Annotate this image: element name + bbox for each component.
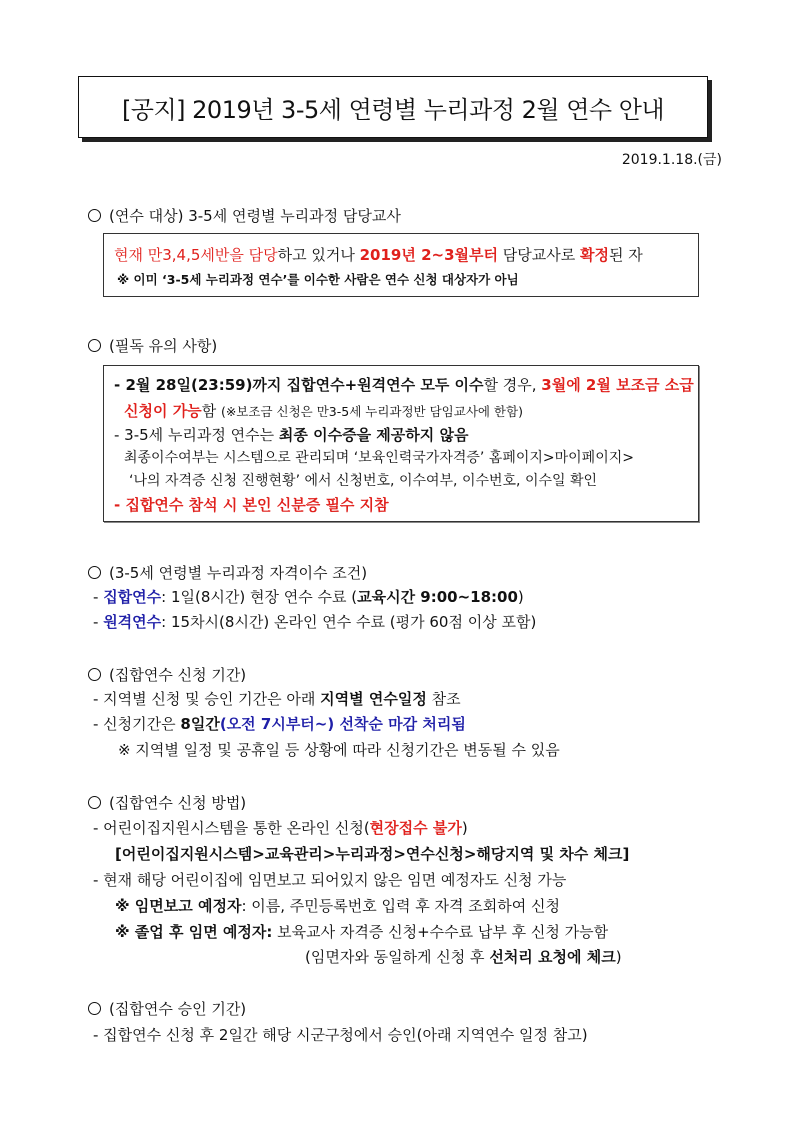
method-line-3: - 현재 해당 어린이집에 임면보고 되어있지 않은 임면 예정자도 신청 가능: [93, 871, 567, 889]
method-line-5: ※ 졸업 후 임면 예정자: 보육교사 자격증 신청+수수료 납부 후 신청 가능함: [115, 923, 609, 941]
section-target-head: (연수 대상) 3-5세 연령별 누리과정 담당교사: [88, 205, 401, 226]
section-period-head: (집합연수 신청 기간): [88, 664, 246, 685]
period-line-2: - 신청기간은 8일간(오전 7시부터~) 선착순 마감 처리됨: [93, 715, 466, 733]
notice-line-5: ‘나의 자격증 신청 진행현황’ 에서 신청번호, 이수여부, 이수번호, 이수일 확인: [129, 473, 598, 489]
section-condition-head: (3-5세 연령별 누리과정 자격이수 조건): [88, 562, 367, 583]
circle-bullet-icon: [88, 668, 101, 681]
method-line-6: (임면자와 동일하게 신청 후 선처리 요청에 체크): [305, 948, 622, 966]
circle-bullet-icon: [88, 209, 101, 222]
section-method-head: (집합연수 신청 방법): [88, 792, 246, 813]
notice-line-2: 신청이 가능함 (※보조금 신청은 만3-5세 누리과정반 담임교사에 한함): [124, 402, 523, 420]
circle-bullet-icon: [88, 566, 101, 579]
period-line-1: - 지역별 신청 및 승인 기간은 아래 지역별 연수일정 참조: [93, 690, 461, 708]
circle-bullet-icon: [88, 1002, 101, 1015]
notice-line-1: - 2월 28일(23:59)까지 집합연수+원격연수 모두 이수할 경우, 3월에 2월 보조금 소급: [114, 376, 694, 394]
target-line-2: ※ 이미 ‘3-5세 누리과정 연수’를 이수한 사람은 연수 신청 대상자가 아님: [117, 272, 519, 287]
period-line-3: ※ 지역별 일정 및 공휴일 등 상황에 따라 신청기간은 변동될 수 있음: [118, 741, 560, 759]
method-line-4: ※ 임면보고 예정자: 이름, 주민등록번호 입력 후 자격 조회하여 신청: [115, 897, 560, 915]
condition-line-2: - 원격연수: 15차시(8시간) 온라인 연수 수료 (평가 60점 이상 포함): [93, 613, 537, 631]
condition-line-1: - 집합연수: 1일(8시간) 현장 연수 수료 (교육시간 9:00~18:00): [93, 588, 524, 606]
page-title: [공지] 2019년 3-5세 연령별 누리과정 2월 연수 안내: [121, 95, 665, 124]
section-approval-head: (집합연수 승인 기간): [88, 998, 246, 1019]
notice-line-3: - 3-5세 누리과정 연수는 최종 이수증을 제공하지 않음: [114, 426, 469, 444]
target-line-1: 현재 만3,4,5세반을 담당하고 있거나 2019년 2~3월부터 담당교사로 확정된 자: [114, 246, 643, 264]
circle-bullet-icon: [88, 796, 101, 809]
title-box: [78, 76, 708, 138]
section-notice-head: (필독 유의 사항): [88, 335, 217, 356]
method-line-2: [어린이집지원시스템>교육관리>누리과정>연수신청>해당지역 및 차수 체크]: [115, 845, 630, 863]
notice-line-4: 최종이수여부는 시스템으로 관리되며 ‘보육인력국가자격증’ 홈페이지>마이페이지>: [124, 450, 634, 466]
method-line-1: - 어린이집지원시스템을 통한 온라인 신청(현장접수 불가): [93, 819, 468, 837]
approval-line-1: - 집합연수 신청 후 2일간 해당 시군구청에서 승인(아래 지역연수 일정 참고): [93, 1026, 588, 1044]
notice-line-6: - 집합연수 참석 시 본인 신분증 필수 지참: [114, 496, 389, 514]
notice-date: 2019.1.18.(금): [621, 152, 722, 168]
circle-bullet-icon: [88, 339, 101, 352]
